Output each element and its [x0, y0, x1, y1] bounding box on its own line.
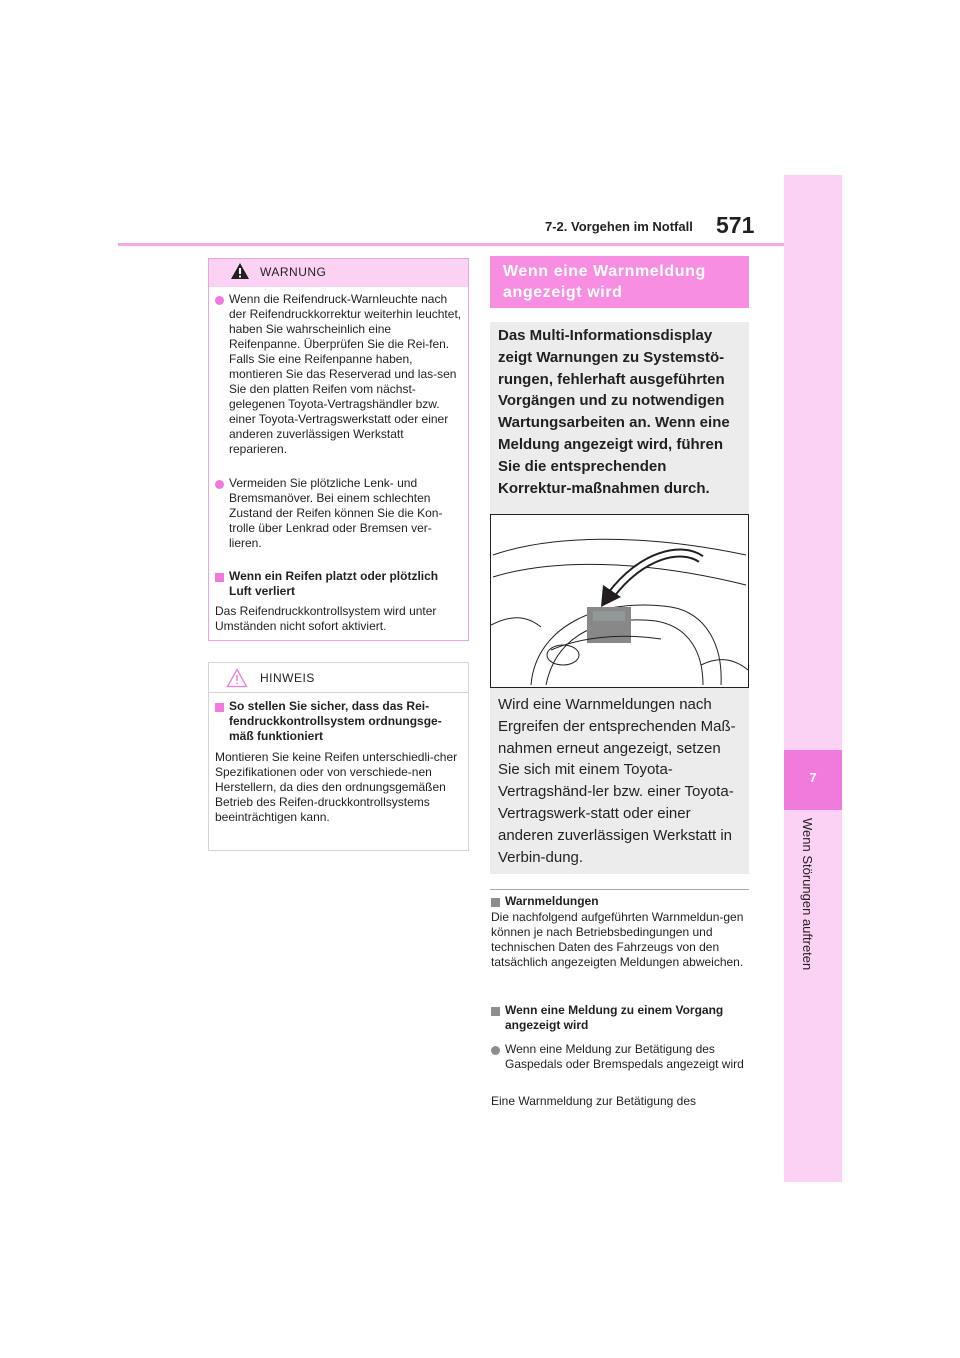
bullet-circle-icon [491, 1046, 500, 1055]
after-figure-text: Wird eine Warnmeldungen nach Ergreifen der entsprechenden Maß-nahmen erneut angezeigt, setzen Sie sich mit einem Toyota-Vertragshänd-ler bzw. einer Toyota-Vertragswerk-statt oder einer anderen zuverlässigen Werkstatt in Verbin-dung. [498, 696, 736, 866]
note-title: HINWEIS [260, 671, 315, 685]
subheading-warnmeldungen: Warnmeldungen [505, 894, 599, 908]
chapter-number: 7 [809, 770, 817, 785]
square-bullet-icon [215, 573, 224, 582]
caution-triangle-icon [226, 668, 248, 688]
warning-title: WARNUNG [260, 265, 327, 279]
bullet-circle-icon [215, 480, 224, 489]
dashboard-drawing [491, 515, 748, 687]
bullet-circle-icon [215, 296, 224, 305]
warning-paragraph: Das Reifendruckkontrollsystem wird unter Umständen nicht sofort aktiviert. [215, 604, 437, 633]
square-bullet-icon [215, 703, 224, 712]
intro-text: Das Multi-Informationsdisplay zeigt Warnungen zu Systemstö-rungen, fehlerhaft ausgeführten Vorgängen und zu notwendigen Wartungsarbeiten an. Wenn eine Meldung angezeigt wird, führen Sie die entsprechenden Korrektur-maßnahmen durch. [498, 327, 730, 497]
square-bullet-icon [491, 898, 500, 907]
note-subheading: So stellen Sie sicher, dass das Rei-fendruckkontrollsystem ordnungsge-mäß funktioniert [229, 699, 442, 743]
header-rule [118, 243, 784, 246]
note-paragraph: Montieren Sie keine Reifen unterschiedli-cher Spezifikationen oder von verschiede-nen Herstellern, da dies den ordnungsgemäßen Betrieb des Reifen-druckkontrollsystems beeinträchtigen kann. [215, 750, 458, 824]
subheading-vorgang: Wenn eine Meldung zu einem Vorgang angezeigt wird [505, 1003, 724, 1032]
section-title: 7-2. Vorgehen im Notfall [545, 219, 693, 234]
page-number: 571 [716, 212, 755, 238]
warning-triangle-icon [230, 262, 250, 280]
warning-bullet-1: Wenn die Reifendruck-Warnleuchte nach der Reifendruckkorrektur weiterhin leuchtet, haben Sie wahrscheinlich eine Reifenpanne. Überprüfen Sie die Rei-fen. Falls Sie eine Reifenpanne haben, montieren Sie das Reserverad und las-sen Sie den platten Reifen vom nächst-gelegenen Toyota-Vertragshändler bzw. einer Toyota-Vertragswerkstatt oder einer anderen zuverlässigen Werkstatt reparieren. [229, 292, 462, 456]
paragraph-pedal: Eine Warnmeldung zur Betätigung des [491, 1094, 697, 1108]
warning-bullet-2: Vermeiden Sie plötzliche Lenk- und Bremsmanöver. Bei einem schlechten Zustand der Reifen können Sie die Kon-trolle über Lenkrad oder Bremsen ver-lieren. [229, 476, 443, 550]
bullet-pedal: Wenn eine Meldung zur Betätigung des Gaspedals oder Bremspedals angezeigt wird [505, 1042, 744, 1071]
chapter-title: Wenn Störungen auftreten [800, 818, 815, 971]
square-bullet-icon [491, 1007, 500, 1016]
warning-subheading: Wenn ein Reifen platzt oder plötzlich Luft verliert [229, 569, 439, 598]
chapter-side-tab [784, 175, 842, 1182]
section-rule [490, 889, 749, 890]
note-header-rule [209, 692, 468, 693]
section-banner-title: Wenn eine Warnmeldung angezeigt wird [503, 263, 706, 301]
paragraph-warnmeldungen: Die nachfolgend aufgeführten Warnmeldun-gen können je nach Betriebsbedingungen und technischen Daten des Fahrzeugs von den tatsächlich angezeigten Meldungen abweichen. [491, 910, 744, 969]
dashboard-illustration [490, 514, 749, 688]
